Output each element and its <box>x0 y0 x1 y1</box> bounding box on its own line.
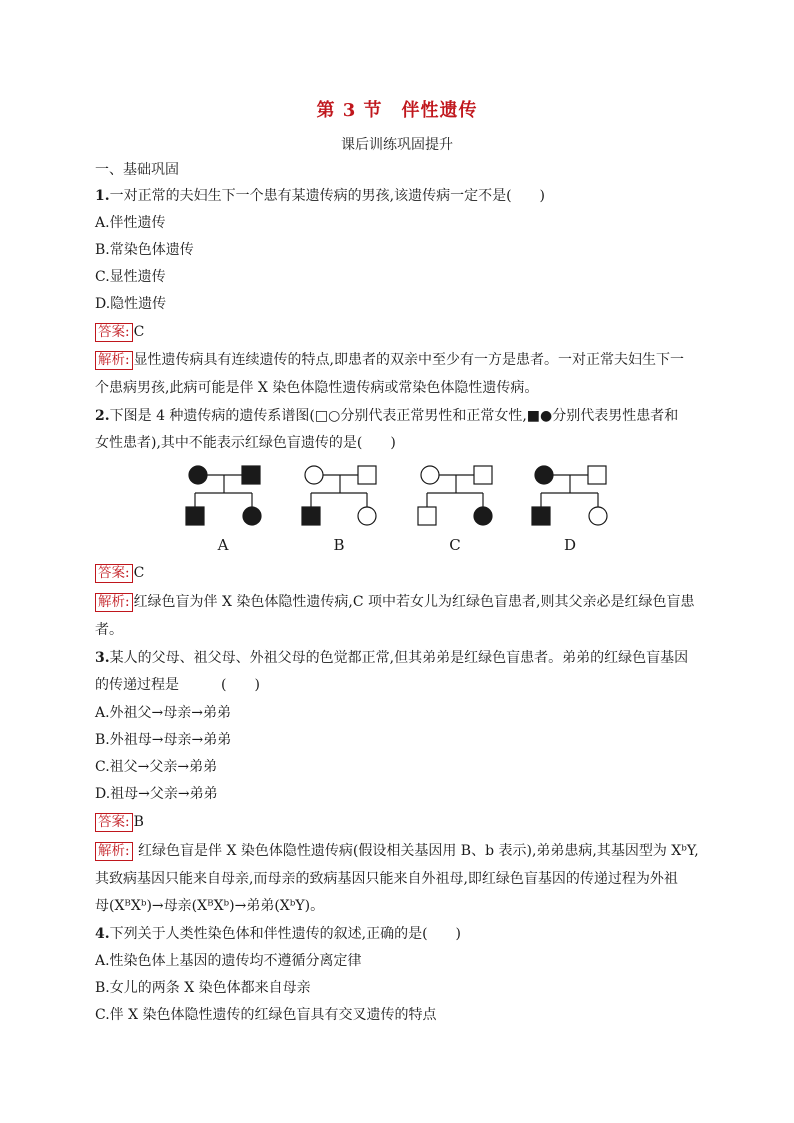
pedigree-label-a: A <box>217 536 229 554</box>
question-4-stem <box>95 924 461 944</box>
page-subtitle: 课后训练巩固提升 <box>341 137 453 153</box>
affected-male-icon <box>186 507 204 525</box>
question-text: 某人的父母、祖父母、外祖父母的色觉都正常,但其弟弟是红绿色盲患者。弟弟的红绿色盲基因 <box>109 650 689 666</box>
q1-option-b: B.常染色体遗传 <box>95 242 194 258</box>
affected-female-icon <box>189 466 207 484</box>
question-3-stem-cont: 的传递过程是 ( ) <box>95 677 260 693</box>
q3-analysis-line-1 <box>95 841 699 861</box>
analysis-tag: 解析: <box>95 842 133 861</box>
pedigree-label-d: D <box>563 536 577 554</box>
q1-option-c: C.显性遗传 <box>95 269 166 285</box>
answer-value: C <box>133 324 145 340</box>
pedigree-b <box>302 466 376 525</box>
answer-value: C <box>133 565 145 581</box>
answer-tag: 答案: <box>95 813 133 832</box>
q2-analysis-line-1 <box>95 592 695 612</box>
q1-analysis-line-2: 个患病男孩,此病可能是伴 X 染色体隐性遗传病或常染色体隐性遗传病。 <box>95 380 539 396</box>
pedigree-d <box>532 466 607 525</box>
question-number: 4. <box>95 926 110 942</box>
analysis-text: 红绿色盲是伴 X 染色体隐性遗传病(假设相关基因用 B、b 表示),弟弟患病,其基因型为 XᵇY, <box>133 843 699 859</box>
q3-option-b: B.外祖母→母亲→弟弟 <box>95 732 232 748</box>
affected-female-icon <box>474 507 492 525</box>
question-number: 3. <box>95 650 110 666</box>
q3-option-c: C.祖父→父亲→弟弟 <box>95 759 218 775</box>
pedigree-a <box>186 466 261 525</box>
q4-option-a: A.性染色体上基因的遗传均不遵循分离定律 <box>95 953 362 969</box>
normal-male-icon <box>588 466 606 484</box>
q1-option-a: A.伴性遗传 <box>95 215 166 231</box>
q1-analysis-line-1 <box>95 350 684 370</box>
pedigree-label-c: C <box>449 536 461 554</box>
analysis-tag: 解析: <box>95 593 133 612</box>
q4-option-b: B.女儿的两条 X 染色体都来自母亲 <box>95 980 311 996</box>
normal-female-icon <box>421 466 439 484</box>
analysis-text: 显性遗传病具有连续遗传的特点,即患者的双亲中至少有一方是患者。一对正常夫妇生下一 <box>133 352 685 368</box>
affected-male-icon <box>532 507 550 525</box>
q1-answer <box>95 322 144 342</box>
answer-value: B <box>133 814 144 830</box>
normal-female-icon <box>589 507 607 525</box>
question-2-stem-cont: 女性患者),其中不能表示红绿色盲遗传的是( ) <box>95 435 396 451</box>
normal-male-icon <box>474 466 492 484</box>
q3-option-d: D.祖母→父亲→弟弟 <box>95 786 218 802</box>
q3-option-a: A.外祖父→母亲→弟弟 <box>95 705 232 721</box>
q2-analysis-line-2: 者。 <box>95 622 123 638</box>
q3-analysis-line-3: 母(XᴮXᵇ)→母亲(XᴮXᵇ)→弟弟(XᵇY)。 <box>95 898 325 914</box>
q3-answer <box>95 812 144 832</box>
affected-female-icon <box>243 507 261 525</box>
q1-option-d: D.隐性遗传 <box>95 296 167 312</box>
q3-analysis-line-2: 其致病基因只能来自母亲,而母亲的致病基因只能来自外祖母,即红绿色盲基因的传递过程为外祖 <box>95 871 678 887</box>
section-heading: 一、基础巩固 <box>95 162 179 178</box>
page-title: 第 3 节 伴性遗传 <box>316 100 478 121</box>
normal-female-icon <box>305 466 323 484</box>
question-3-stem <box>95 648 688 668</box>
answer-tag: 答案: <box>95 323 133 342</box>
question-number: 2. <box>95 408 110 424</box>
question-text: 下图是 4 种遗传病的遗传系谱图(□○分别代表正常男性和正常女性,■●分别代表男性患者和 <box>109 408 679 424</box>
question-text: 下列关于人类性染色体和伴性遗传的叙述,正确的是( ) <box>109 926 461 942</box>
normal-male-icon <box>418 507 436 525</box>
affected-male-icon <box>242 466 260 484</box>
question-text: 一对正常的夫妇生下一个患有某遗传病的男孩,该遗传病一定不是( ) <box>109 188 545 204</box>
answer-tag: 答案: <box>95 564 133 583</box>
question-1-stem <box>95 186 545 206</box>
question-2-stem <box>95 406 678 426</box>
q2-answer <box>95 563 144 583</box>
normal-female-icon <box>358 507 376 525</box>
normal-male-icon <box>358 466 376 484</box>
pedigree-c <box>418 466 492 525</box>
pedigree-diagrams <box>180 462 620 558</box>
affected-female-icon <box>535 466 553 484</box>
analysis-tag: 解析: <box>95 351 133 370</box>
question-number: 1. <box>95 188 110 204</box>
pedigree-label-b: B <box>333 536 345 554</box>
analysis-text: 红绿色盲为伴 X 染色体隐性遗传病,C 项中若女儿为红绿色盲患者,则其父亲必是红绿色盲患 <box>133 594 695 610</box>
affected-male-icon <box>302 507 320 525</box>
q4-option-c: C.伴 X 染色体隐性遗传的红绿色盲具有交叉遗传的特点 <box>95 1007 437 1023</box>
